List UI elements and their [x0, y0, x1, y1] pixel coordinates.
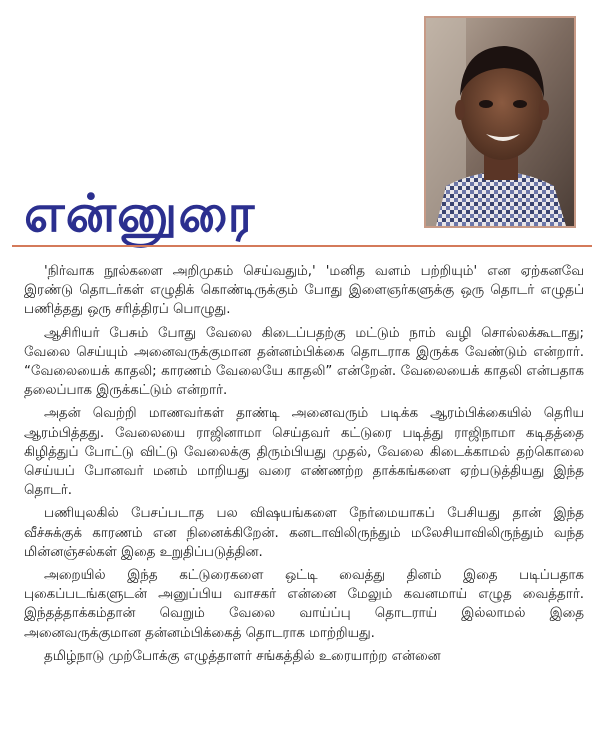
author-portrait-image [426, 18, 574, 226]
title-divider [12, 245, 592, 247]
page-title: என்னுரை [24, 183, 256, 244]
article-body [24, 262, 584, 670]
paragraph: அறையில் இந்த கட்டுரைகளை ஒட்டி வைத்து தினம் இதை படிப்பதாக புகைப்படங்களுடன் அனுப்பிய வாசகர் என்னை மேலும் கவனமாய் எழுத வைத்தார். இந்தத்தாக்கம்தான் வெறும் வேலை வாய்ப்பு தொடராய் இல்லாமல் இதை அனைவருக்குமான தன்னம்பிக்கைத் தொடராக மாற்றியது. [24, 568, 584, 641]
author-photo [424, 16, 576, 228]
paragraph: தமிழ்நாடு முற்போக்கு எழுத்தாளர் சங்கத்தில் உரையாற்ற என்னை [44, 648, 441, 664]
paragraph: ஆசிரியர் பேசும் போது வேலை கிடைப்பதற்கு மட்டும் நாம் வழி சொல்லக்கூடாது; வேலை செய்யும் அனைவருக்குமான தன்னம்பிக்கை தொடராக இருக்க வேண்டும் என்றார். “வேலையைக் காதலி; காரணம் வேலையே காதலி” என்றேன். வேலையைக் காதலி என்பதாக தலைப்பாக இருக்கட்டும் என்றார். [24, 325, 584, 399]
paragraph: 'நிர்வாக நூல்களை அறிமுகம் செய்வதும்,' 'மனித வளம் பற்றியும்' என ஏற்கனவே இரண்டு தொடர்கள் எழுதிக் கொண்டிருக்கும் போது இளைஞர்களுக்கு ஒரு தொடர் எழுதப் பணித்தது ஒரு சரித்திரப் பொழுது. [24, 264, 584, 318]
paragraph: பணியுலகில் பேசப்படாத பல விஷயங்களை நேர்மையாகப் பேசியது தான் இந்த வீச்சுக்குக் காரணம் என நினைக்கிறேன். கனடாவிலிருந்தும் மலேசியாவிலிருந்தும் வந்த மின்னஞ்சல்கள் இதை உறுதிப்படுத்தின. [24, 506, 584, 560]
paragraph: அதன் வெற்றி மாணவர்கள் தாண்டி அனைவரும் படிக்க ஆரம்பிக்கையில் தெரிய ஆரம்பித்தது. வேலையை ராஜினாமா செய்தவர் கட்டுரை படித்து ராஜிநாமா கடிதத்தை கிழித்துப் போட்டு விட்டு வேலைக்கு திரும்பியது முதல், வேலை கிடைக்காமல் தற்கொலை செய்யப் போனவர் மனம் மாறியது வரை எண்ணற்ற தாக்கங்களை ஏற்படுத்தியது இந்த தொடர். [24, 406, 584, 499]
